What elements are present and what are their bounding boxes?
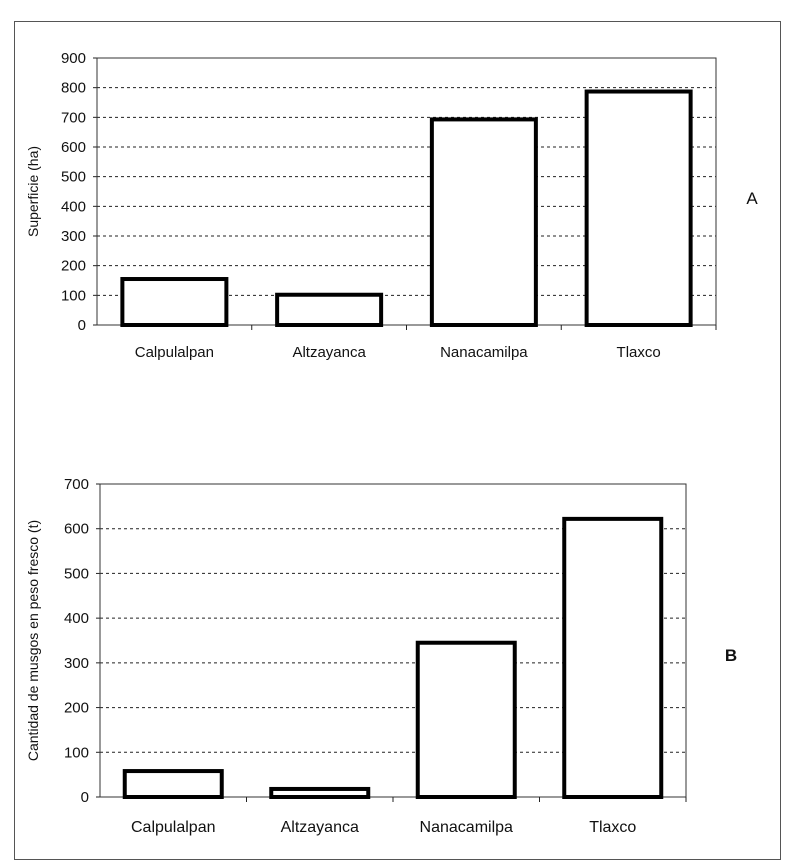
y-tick-label: 400 [63, 610, 89, 628]
bar-altzayanca [271, 789, 368, 797]
y-tick-label: 600 [60, 139, 86, 156]
y-tick-label: 400 [60, 198, 86, 216]
y-tick-label: 700 [60, 109, 86, 127]
y-tick-label: 300 [60, 228, 86, 245]
y-tick-label: 0 [80, 789, 89, 806]
panel-label: A [746, 189, 758, 208]
y-axis-label: Cantidad de musgos en peso fresco (t) [25, 519, 41, 762]
y-tick-label: 100 [63, 744, 89, 762]
x-category-label: Tlaxco [616, 344, 661, 361]
bar-nanacamilpa [418, 643, 515, 797]
y-axis-label: Superficie (ha) [25, 145, 41, 238]
bar-tlaxco [564, 519, 661, 797]
y-tick-label: 200 [63, 699, 89, 717]
y-tick-label: 500 [60, 168, 86, 186]
y-tick-label: 700 [63, 476, 89, 493]
y-tick-label: 200 [60, 257, 86, 275]
x-category-label: Altzayanca [280, 819, 359, 836]
bar-altzayanca [277, 295, 381, 325]
y-tick-label: 500 [63, 565, 89, 583]
y-tick-label: 100 [60, 287, 86, 305]
y-tick-label: 300 [63, 654, 89, 672]
bar-nanacamilpa [432, 119, 536, 325]
chart-panel-A [25, 50, 758, 361]
panel-label: B [724, 646, 738, 665]
x-category-label: Nanacamilpa [440, 344, 528, 361]
x-category-label: Calpulalpan [134, 344, 214, 361]
bar-calpulalpan [122, 279, 226, 325]
x-category-label: Tlaxco [589, 819, 637, 836]
x-category-label: Nanacamilpa [419, 819, 513, 836]
x-category-label: Calpulalpan [130, 819, 216, 836]
bar-calpulalpan [125, 771, 222, 797]
bar-tlaxco [587, 92, 691, 325]
y-tick-label: 900 [60, 50, 86, 67]
y-tick-label: 600 [63, 520, 89, 538]
y-tick-label: 0 [77, 317, 86, 334]
x-category-label: Altzayanca [292, 344, 366, 361]
chart-panel-B [25, 476, 737, 836]
y-tick-label: 800 [60, 79, 86, 97]
